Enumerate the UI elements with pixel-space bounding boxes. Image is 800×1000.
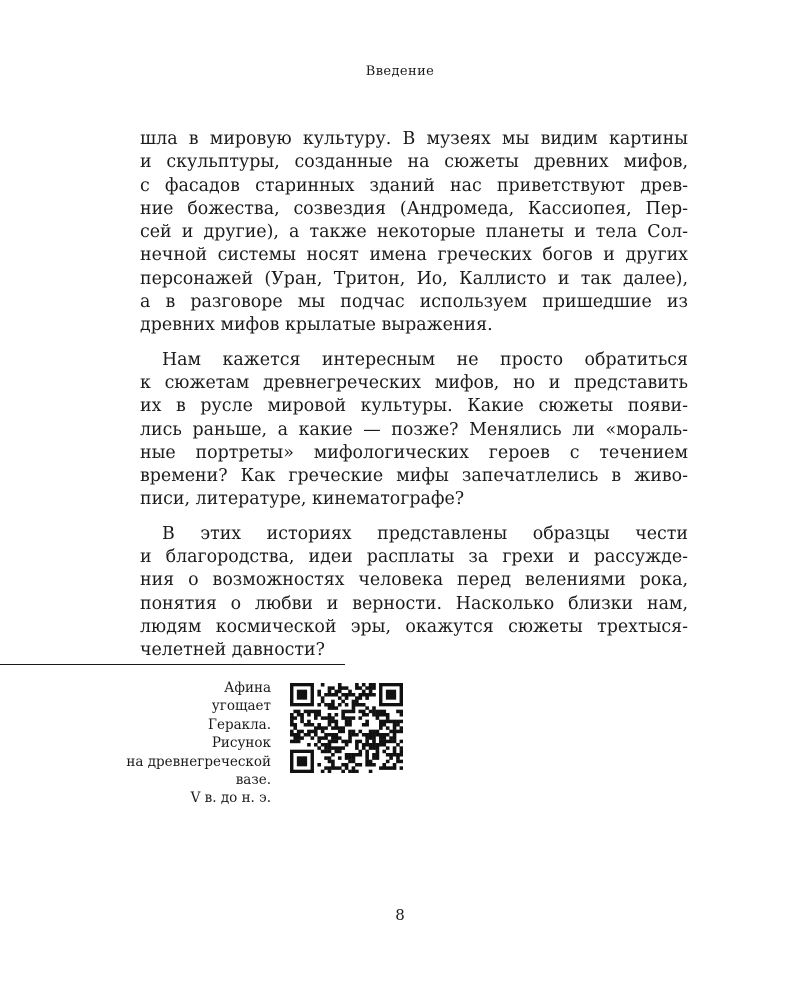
text-line: к сюжетам древнегреческих мифов, но и представить <box>140 372 688 393</box>
text-line: Нам кажется интересным не просто обратиться <box>162 349 688 370</box>
caption-line: V в. до н. э. <box>190 790 271 807</box>
caption-line: Афина <box>224 680 271 696</box>
text-line: сей и другие), а также некоторые планеты и тела Сол- <box>140 222 688 243</box>
body-text <box>140 128 688 674</box>
text-line: ные портреты» мифологических героев с течением <box>140 442 688 463</box>
text-line: лись раньше, а какие — позже? Менялись ли «мораль- <box>140 419 688 440</box>
text-line: с фасадов старинных зданий нас приветствуют древ- <box>140 175 688 196</box>
caption-line: вазе. <box>235 772 271 789</box>
text-line: древних мифов крылатые выражения. <box>140 315 493 336</box>
figure-caption <box>40 679 271 808</box>
text-line: а в разговоре мы подчас используем пришедшие из <box>140 292 688 313</box>
text-line: понятия о любви и верности. Насколько близки нам, <box>140 593 688 614</box>
caption-line: на древнегреческой <box>126 753 271 770</box>
text-line: людям космической эры, окажутся сюжеты трехтыся- <box>140 616 688 637</box>
text-line: шла в мировую культуру. В музеях мы видим картины <box>140 129 688 149</box>
text-line: и благородства, идеи расплаты за грехи и рассужде- <box>140 547 688 568</box>
qr-code-graphic <box>290 683 403 773</box>
paragraph-2 <box>140 349 688 512</box>
caption-line: Рисунок <box>211 735 271 752</box>
text-line: персонажей (Уран, Тритон, Ио, Каллисто и так далее), <box>140 268 688 289</box>
text-line: времени? Как греческие мифы запечатлелись в живо- <box>140 466 688 487</box>
text-line: писи, литературе, кинематографе? <box>140 489 465 510</box>
caption-line: Геракла. <box>208 716 271 733</box>
text-line: нечной системы носят имена греческих богов и других <box>140 245 688 266</box>
paragraph-3 <box>140 523 688 663</box>
page-number: 8 <box>395 906 405 924</box>
text-line: ния о возможностях человека перед велениями рока, <box>140 570 688 591</box>
text-line: В этих историях представлены образцы чести <box>162 523 688 544</box>
caption-divider <box>0 664 345 665</box>
caption-line: угощает <box>211 698 271 715</box>
qr-code-icon[interactable] <box>290 683 403 773</box>
text-line: и скульптуры, созданные на сюжеты древних мифов, <box>140 152 688 173</box>
paragraph-1 <box>140 128 688 338</box>
text-line: челетней давности? <box>140 640 325 661</box>
text-line: их в русле мировой культуры. Какие сюжеты появи- <box>140 396 688 417</box>
running-head: Введение <box>365 64 435 79</box>
text-line: ние божества, созвездия (Андромеда, Кассиопея, Пер- <box>140 198 688 219</box>
